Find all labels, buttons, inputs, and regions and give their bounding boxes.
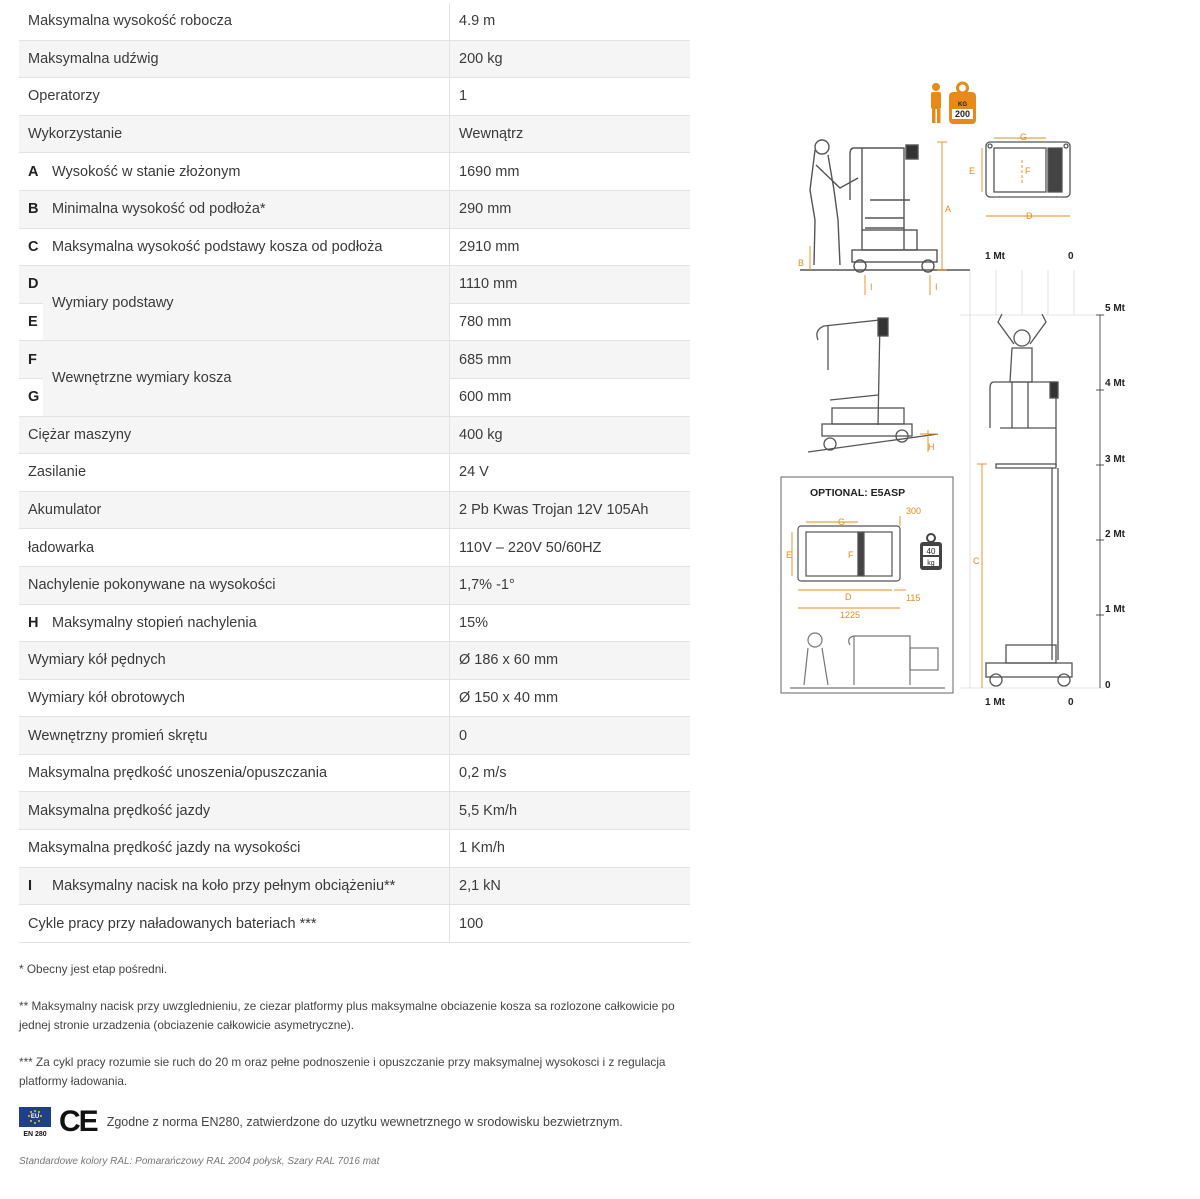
certification-text: Zgodne z norma EN280, zatwierdzone do uzytku wewnetrznego w srodowisku bezwietrznym. [106, 1115, 623, 1129]
dim-i-label-left: I [870, 282, 873, 292]
row-letter: H [19, 604, 43, 642]
scale-3mt: 3 Mt [1105, 454, 1125, 465]
table-row [19, 3, 690, 40]
optional-title: OPTIONAL: E5ASP [810, 487, 906, 499]
table-row [19, 867, 690, 905]
opt-dim-300: 300 [906, 506, 922, 516]
row-value: 290 mm [450, 190, 691, 228]
row-value: 685 mm [450, 341, 691, 379]
scale-2mt: 2 Mt [1105, 529, 1125, 540]
dim-c-label: C [973, 556, 980, 566]
opt-dim-g-label: G [838, 517, 846, 527]
spec-table [19, 3, 690, 943]
table-row [19, 341, 690, 379]
row-value: 100 [450, 905, 691, 943]
row-label: Nachylenie pokonywane na wysokości [19, 566, 450, 604]
row-letter: D [19, 266, 43, 304]
weight-kg-unit: kg [927, 560, 935, 567]
person-load-icon [931, 83, 941, 123]
table-row [19, 266, 690, 304]
table-row [19, 905, 690, 943]
row-label: Minimalna wysokość od podłoża* [43, 190, 450, 228]
en280-badge-text: EN 280 [23, 1131, 47, 1137]
footnote-3: *** Za cykl pracy rozumie sie ruch do 20 m oraz pełne podnoszenie i opuszczanie przy maksymalnej wysokosci i z regulacja platformy ładowania. [19, 1055, 666, 1088]
row-label: Wewnętrzne wymiary kosza [43, 341, 450, 416]
table-row [19, 754, 690, 792]
weight-value-label: 200 [954, 109, 971, 119]
dimension-line-c [977, 464, 987, 688]
row-value: 2,1 kN [450, 867, 691, 905]
dim-f-label: F [1025, 166, 1031, 176]
extended-machine [986, 314, 1072, 686]
row-value: 2910 mm [450, 228, 691, 266]
table-row [19, 604, 690, 642]
row-label: Wykorzystanie [19, 115, 450, 153]
footnote-2: ** Maksymalny nacisk przy uwzglednieniu, ze ciezar platformy plus maksymalne obciazenie kosza sa rozlozone całkowicie po jednej stronie urzadzenia (obciazenie całkowicie asymetryczne). [19, 999, 675, 1032]
table-row [19, 78, 690, 116]
scale-5mt: 5 Mt [1105, 303, 1125, 314]
row-value: 1 [450, 78, 691, 116]
row-value: 1690 mm [450, 153, 691, 191]
ral-colors-note: Standardowe kolory RAL: Pomarańczowy RAL 2004 połysk, Szary RAL 7016 mat [19, 1156, 380, 1167]
table-row [19, 491, 690, 529]
opt-dim-d-label: D [845, 592, 852, 602]
row-value: Wewnątrz [450, 115, 691, 153]
dim-b-label: B [798, 258, 805, 268]
weight-40kg-icon [920, 534, 942, 570]
row-label: Maksymalna udźwig [19, 40, 450, 78]
dim-e-label: E [969, 166, 976, 176]
row-letter: C [19, 228, 43, 266]
dim-h-label: H [928, 442, 935, 452]
row-value: 5,5 Km/h [450, 792, 691, 830]
row-label: ładowarka [19, 529, 450, 567]
table-row [19, 40, 690, 78]
row-value: 780 mm [450, 303, 691, 341]
table-row [19, 190, 690, 228]
row-label: Ciężar maszyny [19, 416, 450, 454]
row-value: 110V – 220V 50/60HZ [450, 529, 691, 567]
scale-bottom-0: 0 [1068, 697, 1074, 708]
table-row [19, 717, 690, 755]
scale-top-0: 0 [1068, 251, 1074, 262]
opt-dim-1225: 1225 [840, 610, 861, 620]
table-row [19, 679, 690, 717]
row-label: Maksymalna wysokość podstawy kosza od podłoża [43, 228, 450, 266]
scale-1mt: 1 Mt [1105, 604, 1125, 615]
table-row [19, 566, 690, 604]
scale-axis [1096, 315, 1104, 688]
row-value: 1 Km/h [450, 830, 691, 868]
scale-bottom-1mt: 1 Mt [985, 697, 1005, 708]
eu-en280-badge-icon [19, 1107, 51, 1137]
row-value: 1110 mm [450, 266, 691, 304]
row-label: Wymiary podstawy [43, 266, 450, 341]
table-row [19, 416, 690, 454]
opt-dim-e-label: E [786, 550, 793, 560]
row-label: Cykle pracy przy naładowanych bateriach *** [19, 905, 450, 943]
optional-side-view [790, 633, 945, 688]
row-label: Maksymalna prędkość jazdy na wysokości [19, 830, 450, 868]
table-row [19, 115, 690, 153]
table-row [19, 642, 690, 680]
row-label: Maksymalna wysokość robocza [19, 3, 450, 40]
slope-view [808, 318, 938, 452]
table-row [19, 228, 690, 266]
scale-top-1mt: 1 Mt [985, 251, 1005, 262]
scale-4mt: 4 Mt [1105, 378, 1125, 389]
ce-mark: CE [59, 1105, 97, 1138]
row-value: Ø 150 x 40 mm [450, 679, 691, 717]
row-label: Maksymalny nacisk na koło przy pełnym obciążeniu** [43, 867, 450, 905]
table-row [19, 792, 690, 830]
row-letter: G [19, 378, 43, 416]
row-letter: E [19, 303, 43, 341]
weight-40-label: 40 [926, 547, 936, 556]
weight-200kg-icon [949, 83, 976, 124]
row-letter: I [19, 867, 43, 905]
dim-i-label-right: I [935, 282, 938, 292]
opt-dim-115: 115 [906, 593, 921, 603]
table-row [19, 529, 690, 567]
row-letter: A [19, 153, 43, 191]
scale-0: 0 [1105, 680, 1111, 691]
row-value: 0,2 m/s [450, 754, 691, 792]
row-label: Akumulator [19, 491, 450, 529]
table-row [19, 153, 690, 191]
row-label: Wymiary kół pędnych [19, 642, 450, 680]
footnote-1: * Obecny jest etap pośredni. [19, 962, 168, 976]
table-row [19, 830, 690, 868]
row-label: Wymiary kół obrotowych [19, 679, 450, 717]
row-value: 2 Pb Kwas Trojan 12V 105Ah [450, 491, 691, 529]
certification-row [19, 1106, 623, 1138]
row-value: 400 kg [450, 416, 691, 454]
row-value: 1,7% -1° [450, 566, 691, 604]
row-label: Wewnętrzny promień skrętu [19, 717, 450, 755]
row-value: 600 mm [450, 378, 691, 416]
dim-d-label: D [1026, 211, 1033, 221]
row-letter: B [19, 190, 43, 228]
row-label: Maksymalna prędkość unoszenia/opuszczania [19, 754, 450, 792]
row-value: 15% [450, 604, 691, 642]
row-label: Maksymalna prędkość jazdy [19, 792, 450, 830]
eu-badge-text: EU [30, 1114, 40, 1120]
dim-a-label: A [945, 204, 952, 214]
row-value: 200 kg [450, 40, 691, 78]
dim-g-label: G [1020, 132, 1028, 142]
machine-diagram [770, 70, 1170, 720]
table-row [19, 454, 690, 492]
row-label: Maksymalny stopień nachylenia [43, 604, 450, 642]
weight-kg-label: KG [958, 102, 967, 108]
opt-dim-f-label: F [848, 550, 854, 560]
row-value: 0 [450, 717, 691, 755]
row-value: 4.9 m [450, 3, 691, 40]
row-value: 24 V [450, 454, 691, 492]
row-label: Operatorzy [19, 78, 450, 116]
row-letter: F [19, 341, 43, 379]
row-value: Ø 186 x 60 mm [450, 642, 691, 680]
row-label: Wysokość w stanie złożonym [43, 153, 450, 191]
row-label: Zasilanie [19, 454, 450, 492]
